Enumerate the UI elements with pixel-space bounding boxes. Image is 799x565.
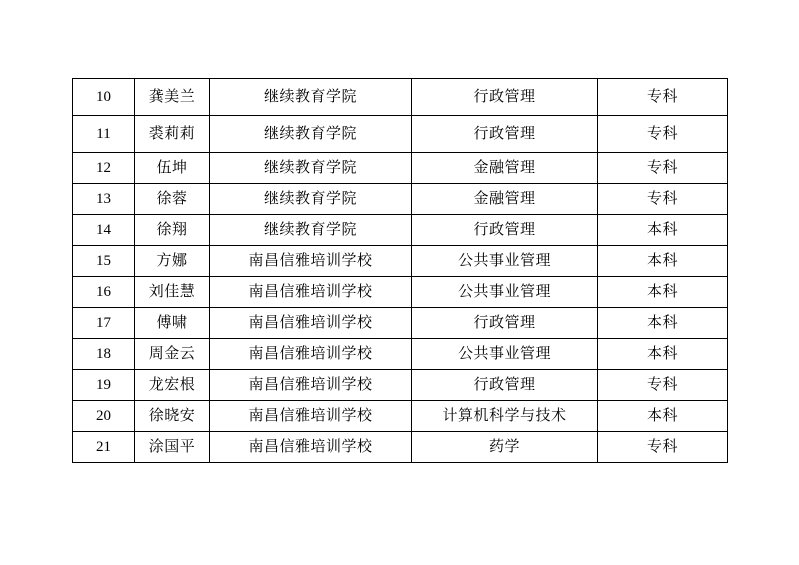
- table-row: [73, 246, 728, 277]
- row-number: 20: [73, 401, 135, 432]
- row-major: 金融管理: [412, 153, 598, 184]
- row-major: 公共事业管理: [412, 246, 598, 277]
- row-major: 行政管理: [412, 79, 598, 116]
- row-major: 金融管理: [412, 184, 598, 215]
- row-level: 本科: [598, 277, 728, 308]
- row-level: 专科: [598, 153, 728, 184]
- row-level: 本科: [598, 246, 728, 277]
- row-major: 行政管理: [412, 370, 598, 401]
- row-name: 龙宏根: [135, 370, 210, 401]
- row-level: 专科: [598, 79, 728, 116]
- row-school: 继续教育学院: [210, 116, 412, 153]
- row-major: 药学: [412, 432, 598, 463]
- row-number: 10: [73, 79, 135, 116]
- row-name: 傅啸: [135, 308, 210, 339]
- row-major: 公共事业管理: [412, 277, 598, 308]
- row-school: 南昌信雅培训学校: [210, 308, 412, 339]
- table-row: [73, 308, 728, 339]
- row-number: 14: [73, 215, 135, 246]
- row-name: 方娜: [135, 246, 210, 277]
- row-school: 南昌信雅培训学校: [210, 401, 412, 432]
- row-school: 南昌信雅培训学校: [210, 339, 412, 370]
- table-row: [73, 370, 728, 401]
- row-level: 专科: [598, 116, 728, 153]
- row-school: 继续教育学院: [210, 79, 412, 116]
- row-school: 继续教育学院: [210, 215, 412, 246]
- row-level: 本科: [598, 339, 728, 370]
- row-name: 徐晓安: [135, 401, 210, 432]
- row-school: 南昌信雅培训学校: [210, 246, 412, 277]
- row-school: 南昌信雅培训学校: [210, 432, 412, 463]
- table-row: [73, 116, 728, 153]
- row-major: 行政管理: [412, 116, 598, 153]
- row-name: 刘佳慧: [135, 277, 210, 308]
- row-school: 南昌信雅培训学校: [210, 370, 412, 401]
- row-name: 徐蓉: [135, 184, 210, 215]
- row-school: 继续教育学院: [210, 153, 412, 184]
- row-number: 13: [73, 184, 135, 215]
- row-name: 伍坤: [135, 153, 210, 184]
- row-major: 计算机科学与技术: [412, 401, 598, 432]
- table-row: [73, 339, 728, 370]
- row-school: 继续教育学院: [210, 184, 412, 215]
- row-name: 龚美兰: [135, 79, 210, 116]
- row-number: 15: [73, 246, 135, 277]
- roster-table: [72, 78, 728, 463]
- row-major: 行政管理: [412, 308, 598, 339]
- row-number: 11: [73, 116, 135, 153]
- row-level: 本科: [598, 308, 728, 339]
- row-name: 徐翔: [135, 215, 210, 246]
- row-number: 12: [73, 153, 135, 184]
- row-level: 本科: [598, 401, 728, 432]
- row-level: 专科: [598, 370, 728, 401]
- row-level: 专科: [598, 432, 728, 463]
- row-major: 公共事业管理: [412, 339, 598, 370]
- row-number: 21: [73, 432, 135, 463]
- table-row: [73, 79, 728, 116]
- row-level: 本科: [598, 215, 728, 246]
- table-row: [73, 432, 728, 463]
- row-level: 专科: [598, 184, 728, 215]
- row-school: 南昌信雅培训学校: [210, 277, 412, 308]
- row-name: 裘莉莉: [135, 116, 210, 153]
- table-row: [73, 277, 728, 308]
- row-major: 行政管理: [412, 215, 598, 246]
- table-row: [73, 401, 728, 432]
- row-name: 涂国平: [135, 432, 210, 463]
- row-number: 19: [73, 370, 135, 401]
- row-number: 17: [73, 308, 135, 339]
- table-row: [73, 215, 728, 246]
- row-number: 16: [73, 277, 135, 308]
- row-name: 周金云: [135, 339, 210, 370]
- table-row: [73, 184, 728, 215]
- row-number: 18: [73, 339, 135, 370]
- roster-table-container: [72, 78, 727, 463]
- roster-table-body: [73, 79, 728, 463]
- table-row: [73, 153, 728, 184]
